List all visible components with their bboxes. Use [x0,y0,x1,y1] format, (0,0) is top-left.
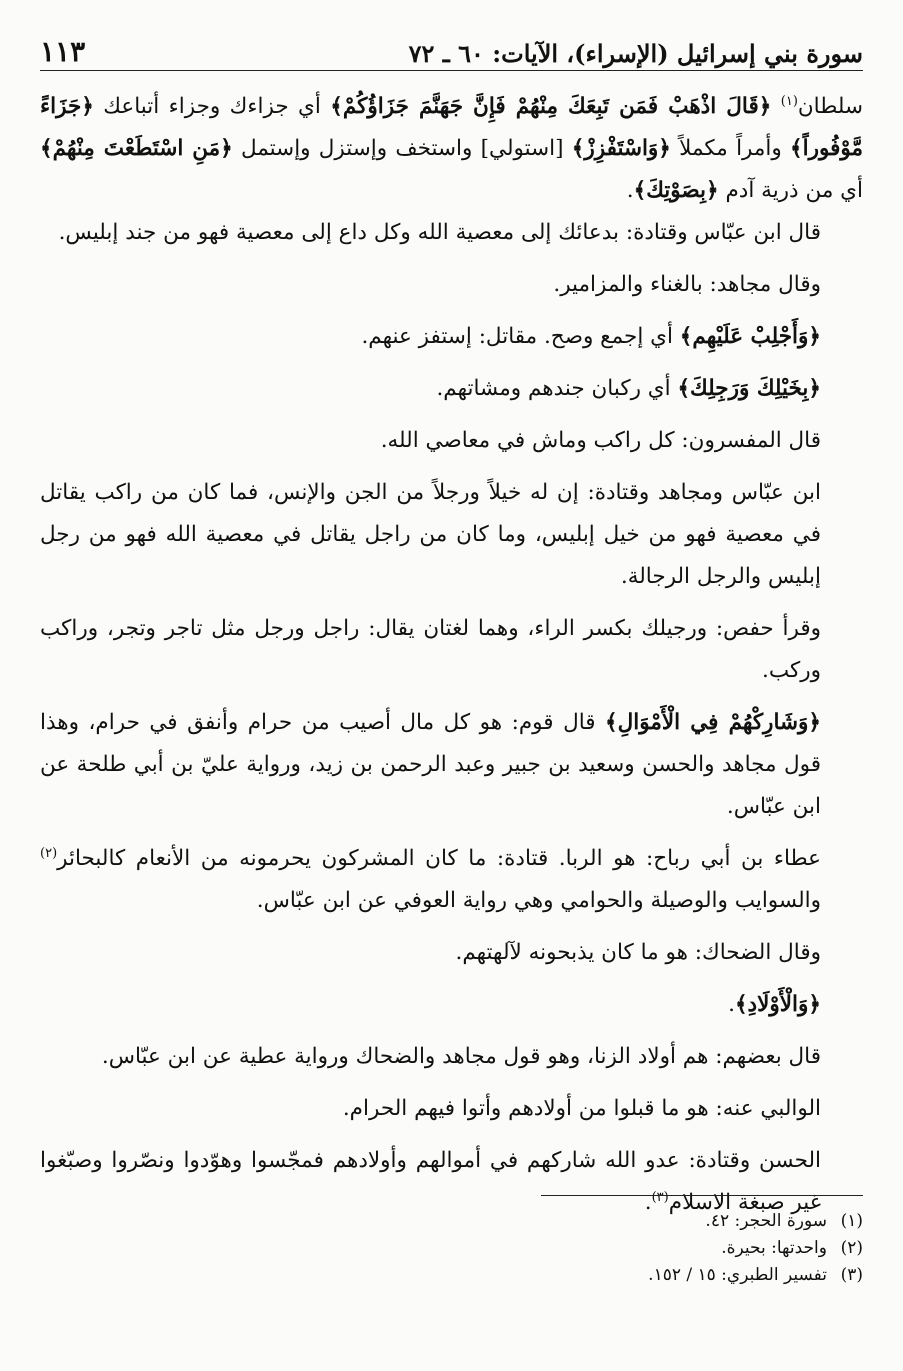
page-number: ١١٣ [40,35,86,68]
text-run: سلطان [797,94,863,119]
quran-verse: ﴿جَزَاءً مَّوْفُوراً﴾ [40,94,864,161]
text-run: . [644,1190,652,1215]
text-run: وقال مجاهد: بالغناء والمزامير. [553,272,821,297]
paragraph [40,1088,863,1130]
text-run: قال بعضهم: هم أولاد الزنا، وهو قول مجاهد والضحاك ورواية عطية عن ابن عبّاس. [101,1044,821,1069]
paragraph [40,838,863,922]
text-run: . [728,992,735,1017]
quran-verse: ﴿بِصَوْتِكَ﴾ [633,178,719,203]
text-run: ابن عبّاس ومجاهد وقتادة: إن له خيلاً ورجلاً من الجن والإنس، فما كان من راكب يقاتل في معصية فهو من خيل إبليس، وما كان من راجل يقاتل في معصية الله فهو من رجل إبليس والرجل الرجالة. [40,480,821,589]
footnote [40,1262,863,1289]
text-run: أي من ذرية آدم [718,178,863,203]
quran-verse: ﴿قَالَ اذْهَبْ فَمَن تَبِعَكَ مِنْهُمْ فَإِنَّ جَهَنَّمَ جَزَاؤُكُمْ﴾ [330,94,772,119]
paragraph [40,608,863,692]
quran-verse: ﴿وَشَارِكْهُمْ فِي الْأَمْوَالِ﴾ [605,710,821,735]
paragraph [40,86,863,212]
text-run: أي جزاءك وجزاء أتباعك [93,94,331,119]
paragraph [40,702,863,828]
paragraph [40,316,863,358]
quran-verse: ﴿مَنِ اسْتَطَعْتَ مِنْهُمْ﴾ [40,136,233,161]
footnote-text: سورة الحجر: ٤٢. [705,1211,827,1231]
text-run: والسوايب والوصيلة والحوامي وهي رواية العوفي عن ابن عبّاس. [256,888,821,913]
paragraph [40,1036,863,1078]
footnote-number: (١) [840,1211,863,1231]
page-header [40,28,863,71]
footnote-number: (٢) [840,1238,863,1258]
text-run: وأمراً مكملاً [670,136,791,161]
paragraph [40,420,863,462]
text-run: أي إجمع وصح. مقاتل: إستفز عنهم. [361,324,680,349]
text-run: الحسن وقتادة: عدو الله شاركهم في أموالهم وأولادهم فمجّسوا وهوّدوا ونصّروا وصبّغوا غير صبغة الاسلام [40,1148,821,1215]
text-run: وقال الضحاك: هو ما كان يذبحونه لآلهتهم. [455,940,821,965]
paragraph [40,472,863,598]
running-title: سورة بني إسرائيل (الإسراء)، الآيات: ٦٠ ـ ٧٢ [408,39,863,68]
footnote [40,1208,863,1235]
footnotes [40,1208,863,1289]
quran-verse: ﴿بِخَيْلِكَ وَرَجِلِكَ﴾ [677,376,821,401]
text-run: وقرأ حفص: ورجيلك بكسر الراء، وهما لغتان يقال: راجل ورجل مثل تاجر وتجر، وراكب وركب. [40,616,821,683]
paragraph [40,932,863,974]
paragraph [40,264,863,306]
text-run: قال قوم: هو كل مال أصيب من حرام وأنفق في حرام، وهذا قول مجاهد والحسن وسعيد بن جبير وعبد الرحمن بن زيد، ورواية عليّ بن أبي طلحة عن ابن عبّاس. [40,710,821,819]
text-run: قال ابن عبّاس وقتادة: بدعائك إلى معصية الله وكل داع إلى معصية فهو من جند إبليس. [58,220,821,245]
text-run: . [626,178,634,203]
text-run: الوالبي عنه: هو ما قبلوا من أولادهم وأتوا فيهم الحرام. [342,1096,821,1121]
footnote-text: واحدتها: بحيرة. [721,1238,827,1258]
footnote-text: تفسير الطبري: ١٥ / ١٥٢. [648,1265,827,1285]
text-run: قال المفسرون: كل راكب وماش في معاصي الله. [380,428,821,453]
footnote-marker: (١) [780,93,798,109]
footnote-divider [541,1195,863,1196]
footnote-number: (٣) [840,1265,863,1285]
main-text [40,86,863,1234]
text-run: أي ركبان جندهم ومشاتهم. [436,376,678,401]
quran-verse: ﴿وَاسْتَفْزِزْ﴾ [571,136,671,161]
text-run: عطاء بن أبي رباح: هو الربا. قتادة: ما كان المشركون يحرمونه من الأنعام كالبحائر [57,846,821,871]
footnote-marker: (٢) [40,845,58,861]
paragraph [40,212,863,254]
paragraph [40,984,863,1026]
footnote-marker: (٣) [651,1189,669,1205]
footnote [40,1235,863,1262]
quran-verse: ﴿وَالْأَوْلَادِ﴾ [734,992,821,1017]
paragraph [40,368,863,410]
quran-verse: ﴿وَأَجْلِبْ عَلَيْهِم﴾ [679,324,821,349]
text-run [771,94,780,119]
text-run: [استولي] واستخف وإستزل وإستمل [232,136,572,161]
